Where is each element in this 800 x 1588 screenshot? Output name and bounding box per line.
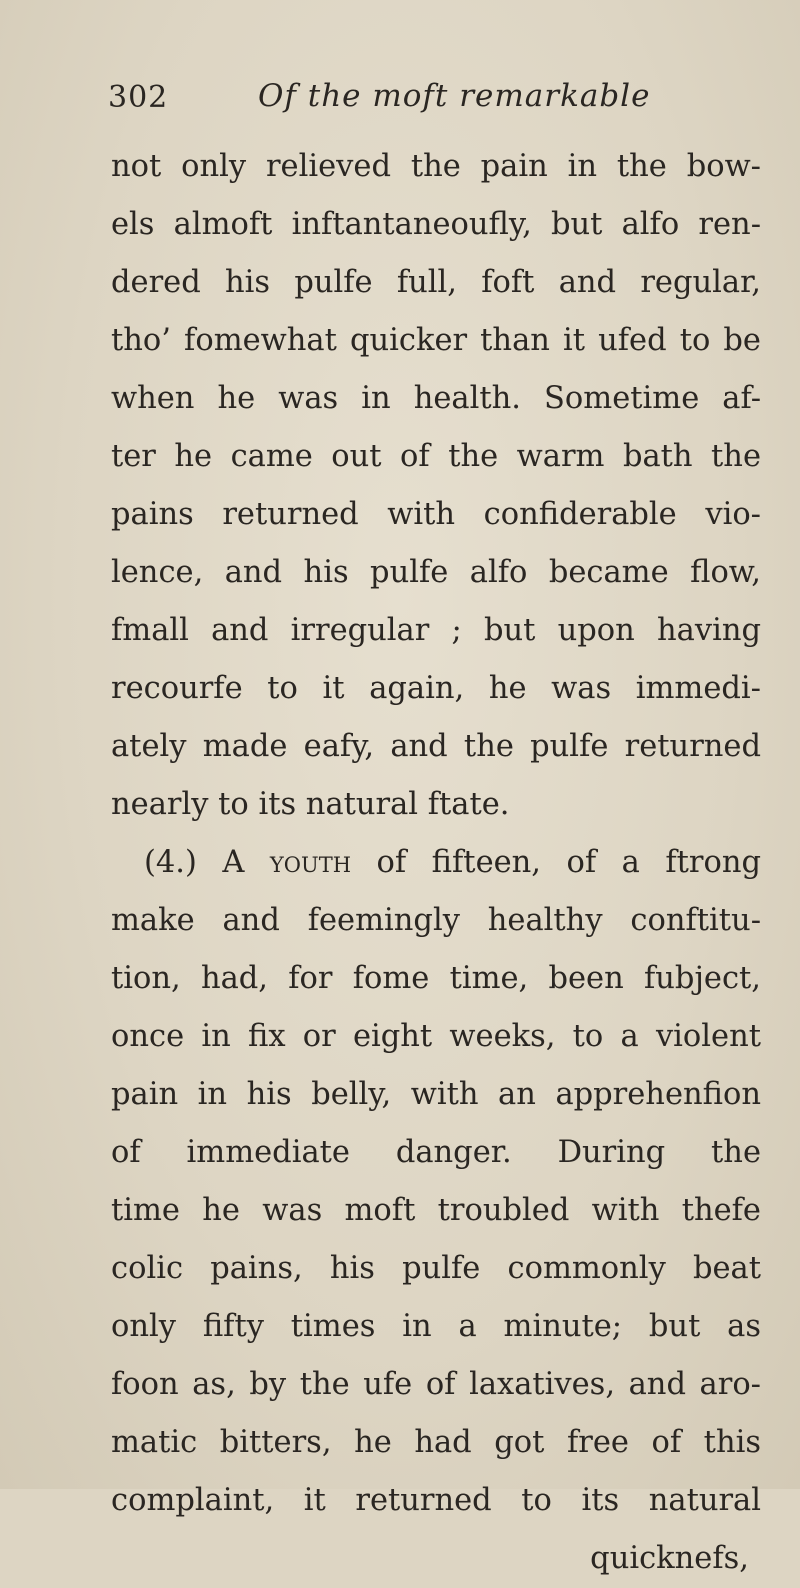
running-head bbox=[0, 72, 800, 122]
small-caps-word: youth bbox=[269, 845, 352, 880]
text-line: when he was in health. Sometime af- bbox=[111, 381, 761, 416]
text-line: nearly to its natural ftate. bbox=[111, 787, 510, 822]
text-line: once in fix or eight weeks, to a violent bbox=[111, 1019, 761, 1054]
text-line: els almoft inftantaneoufly, but alfo ren- bbox=[111, 207, 761, 242]
text-line: of immediate danger. During the bbox=[111, 1135, 761, 1170]
page-number: 302 bbox=[108, 80, 169, 115]
text-line: dered his pulfe full, foft and regular, bbox=[111, 265, 761, 300]
text-line: ter he came out of the warm bath the bbox=[111, 439, 761, 474]
body-text bbox=[111, 138, 761, 1588]
text-line: colic pains, his pulfe commonly beat bbox=[111, 1251, 761, 1286]
text-line: time he was moft troubled with thefe bbox=[111, 1193, 761, 1228]
text-line: lence, and his pulfe alfo became flow, bbox=[111, 555, 761, 590]
text-line: tho’ fomewhat quicker than it ufed to be bbox=[111, 323, 761, 358]
text-span: of fifteen, of a ftrong bbox=[376, 845, 761, 880]
running-title: Of the moft remarkable bbox=[258, 78, 651, 114]
text-line: make and feemingly healthy conftitu- bbox=[111, 903, 761, 938]
text-line: foon as, by the ufe of laxatives, and aro- bbox=[111, 1367, 761, 1402]
text-line: only fifty times in a minute; but as bbox=[111, 1309, 761, 1344]
catchword: quicknefs, bbox=[590, 1541, 749, 1576]
text-line: pain in his belly, with an apprehenfion bbox=[111, 1077, 761, 1112]
text-line: ately made eafy, and the pulfe returned bbox=[111, 729, 761, 764]
text-line: matic bitters, he had got free of this bbox=[111, 1425, 761, 1460]
text-line: pains returned with confiderable vio- bbox=[111, 497, 761, 532]
paragraph-number: (4.) A bbox=[144, 845, 245, 880]
text-line: fmall and irregular ; but upon having bbox=[111, 613, 761, 648]
text-line: complaint, it returned to its natural bbox=[111, 1483, 761, 1518]
paragraph-start-line bbox=[111, 834, 761, 892]
text-line: tion, had, for fome time, been fubject, bbox=[111, 961, 761, 996]
text-line: not only relieved the pain in the bow- bbox=[111, 149, 761, 184]
text-line: recourfe to it again, he was immedi- bbox=[111, 671, 761, 706]
